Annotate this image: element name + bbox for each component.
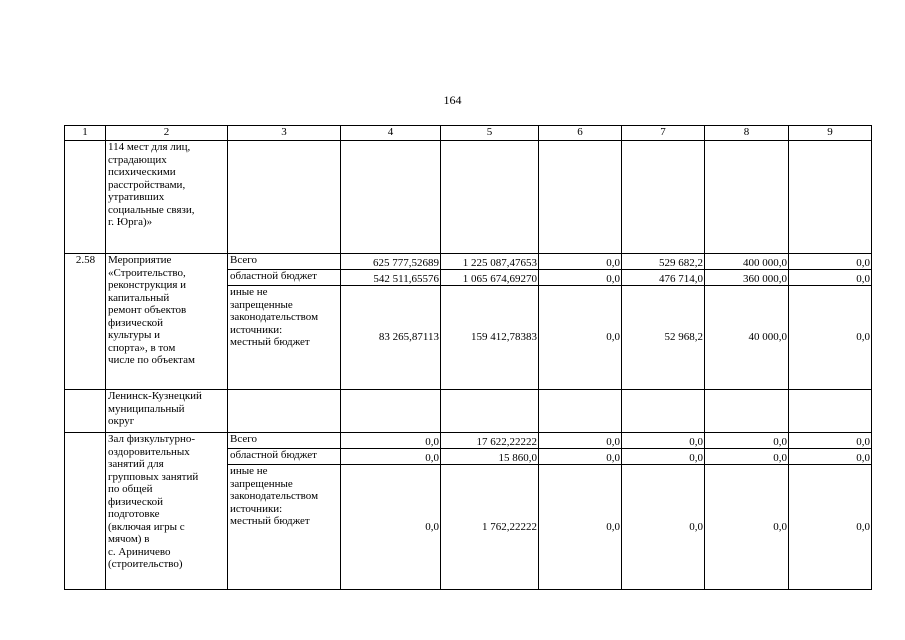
value-cell: 0,0: [539, 433, 622, 449]
table-row: [65, 141, 872, 254]
value-cell: [789, 390, 872, 433]
budget-table: [64, 125, 872, 590]
value-cell: [705, 390, 789, 433]
value-cell: 0,0: [705, 433, 789, 449]
value-cell: 0,0: [789, 449, 872, 465]
value-cell: 0,0: [705, 449, 789, 465]
value-cell: 0,0: [341, 433, 441, 449]
value-cell: 0,0: [539, 254, 622, 270]
row-number-cell: [65, 433, 106, 590]
value-cell: 0,0: [341, 449, 441, 465]
value-cell: 17 622,22222: [441, 433, 539, 449]
value-cell: 400 000,0: [705, 254, 789, 270]
table-row: [65, 433, 872, 449]
col-header: 9: [789, 126, 872, 141]
district-name-cell: [106, 390, 228, 433]
value-cell: 40 000,0: [705, 286, 789, 390]
col-header: 6: [539, 126, 622, 141]
col-header: 3: [228, 126, 341, 141]
object-name: Мероприятие «Строительство, реконструкция и капитальный ремонт объектов физической культуры и спорта», в том числе по объектам: [108, 254, 195, 366]
value-cell: 360 000,0: [705, 270, 789, 286]
object-name-cell: [106, 141, 228, 254]
object-name-cell: [106, 433, 228, 590]
source-label: Всего: [228, 254, 341, 270]
value-cell: 542 511,65576: [341, 270, 441, 286]
value-cell: [622, 390, 705, 433]
row-number: 2.58: [75, 254, 96, 266]
value-cell: [539, 141, 622, 254]
value-cell: 83 265,87113: [341, 286, 441, 390]
value-cell: 0,0: [622, 465, 705, 590]
object-name: 114 мест для лиц, страдающих психическими расстройствами, утративших социальные связи, г. Юрга)»: [108, 141, 195, 228]
value-cell: [622, 141, 705, 254]
value-cell: [341, 141, 441, 254]
source-label-cell: [228, 286, 341, 390]
source-label: областной бюджет: [228, 449, 341, 465]
table-row: [65, 390, 872, 433]
value-cell: 529 682,2: [622, 254, 705, 270]
value-cell: 1 225 087,47653: [441, 254, 539, 270]
object-name-cell: [106, 254, 228, 390]
header-row: [65, 126, 872, 141]
value-cell: 0,0: [705, 465, 789, 590]
col-header: 4: [341, 126, 441, 141]
value-cell: 0,0: [789, 286, 872, 390]
value-cell: [341, 390, 441, 433]
col-header: 2: [106, 126, 228, 141]
row-number-cell: [65, 141, 106, 254]
source-label: иные не запрещенные законодательством источники: местный бюджет: [230, 465, 319, 527]
page-number: 164: [443, 93, 462, 107]
col-header: 1: [65, 126, 106, 141]
value-cell: [539, 390, 622, 433]
value-cell: 0,0: [789, 270, 872, 286]
value-cell: 159 412,78383: [441, 286, 539, 390]
value-cell: [441, 390, 539, 433]
value-cell: 15 860,0: [441, 449, 539, 465]
value-cell: 0,0: [622, 433, 705, 449]
value-cell: 476 714,0: [622, 270, 705, 286]
object-name: Зал физкультурно- оздоровительных занятий для групповых занятий по общей физической подготовке (включая игры с мячом) в с. Ариничево (строительство): [108, 433, 199, 570]
source-label: Всего: [228, 433, 341, 449]
source-label: областной бюджет: [228, 270, 341, 286]
value-cell: [705, 141, 789, 254]
value-cell: 52 968,2: [622, 286, 705, 390]
value-cell: 0,0: [341, 465, 441, 590]
col-header: 5: [441, 126, 539, 141]
value-cell: 0,0: [789, 465, 872, 590]
col-header: 7: [622, 126, 705, 141]
district-name: Ленинск-Кузнецкий муниципальный округ: [108, 390, 202, 427]
value-cell: [441, 141, 539, 254]
value-cell: 1 065 674,69270: [441, 270, 539, 286]
value-cell: 0,0: [789, 433, 872, 449]
value-cell: 625 777,52689: [341, 254, 441, 270]
value-cell: 0,0: [622, 449, 705, 465]
value-cell: 0,0: [789, 254, 872, 270]
source-label: иные не запрещенные законодательством источники: местный бюджет: [230, 286, 319, 348]
table-row: [65, 254, 872, 270]
row-number-cell: [65, 254, 106, 390]
source-label-cell: [228, 465, 341, 590]
value-cell: 0,0: [539, 286, 622, 390]
value-cell: [789, 141, 872, 254]
row-number-cell: [65, 390, 106, 433]
col-header: 8: [705, 126, 789, 141]
source-cell: [228, 141, 341, 254]
source-cell: [228, 390, 341, 433]
value-cell: 0,0: [539, 465, 622, 590]
value-cell: 0,0: [539, 449, 622, 465]
value-cell: 1 762,22222: [441, 465, 539, 590]
value-cell: 0,0: [539, 270, 622, 286]
